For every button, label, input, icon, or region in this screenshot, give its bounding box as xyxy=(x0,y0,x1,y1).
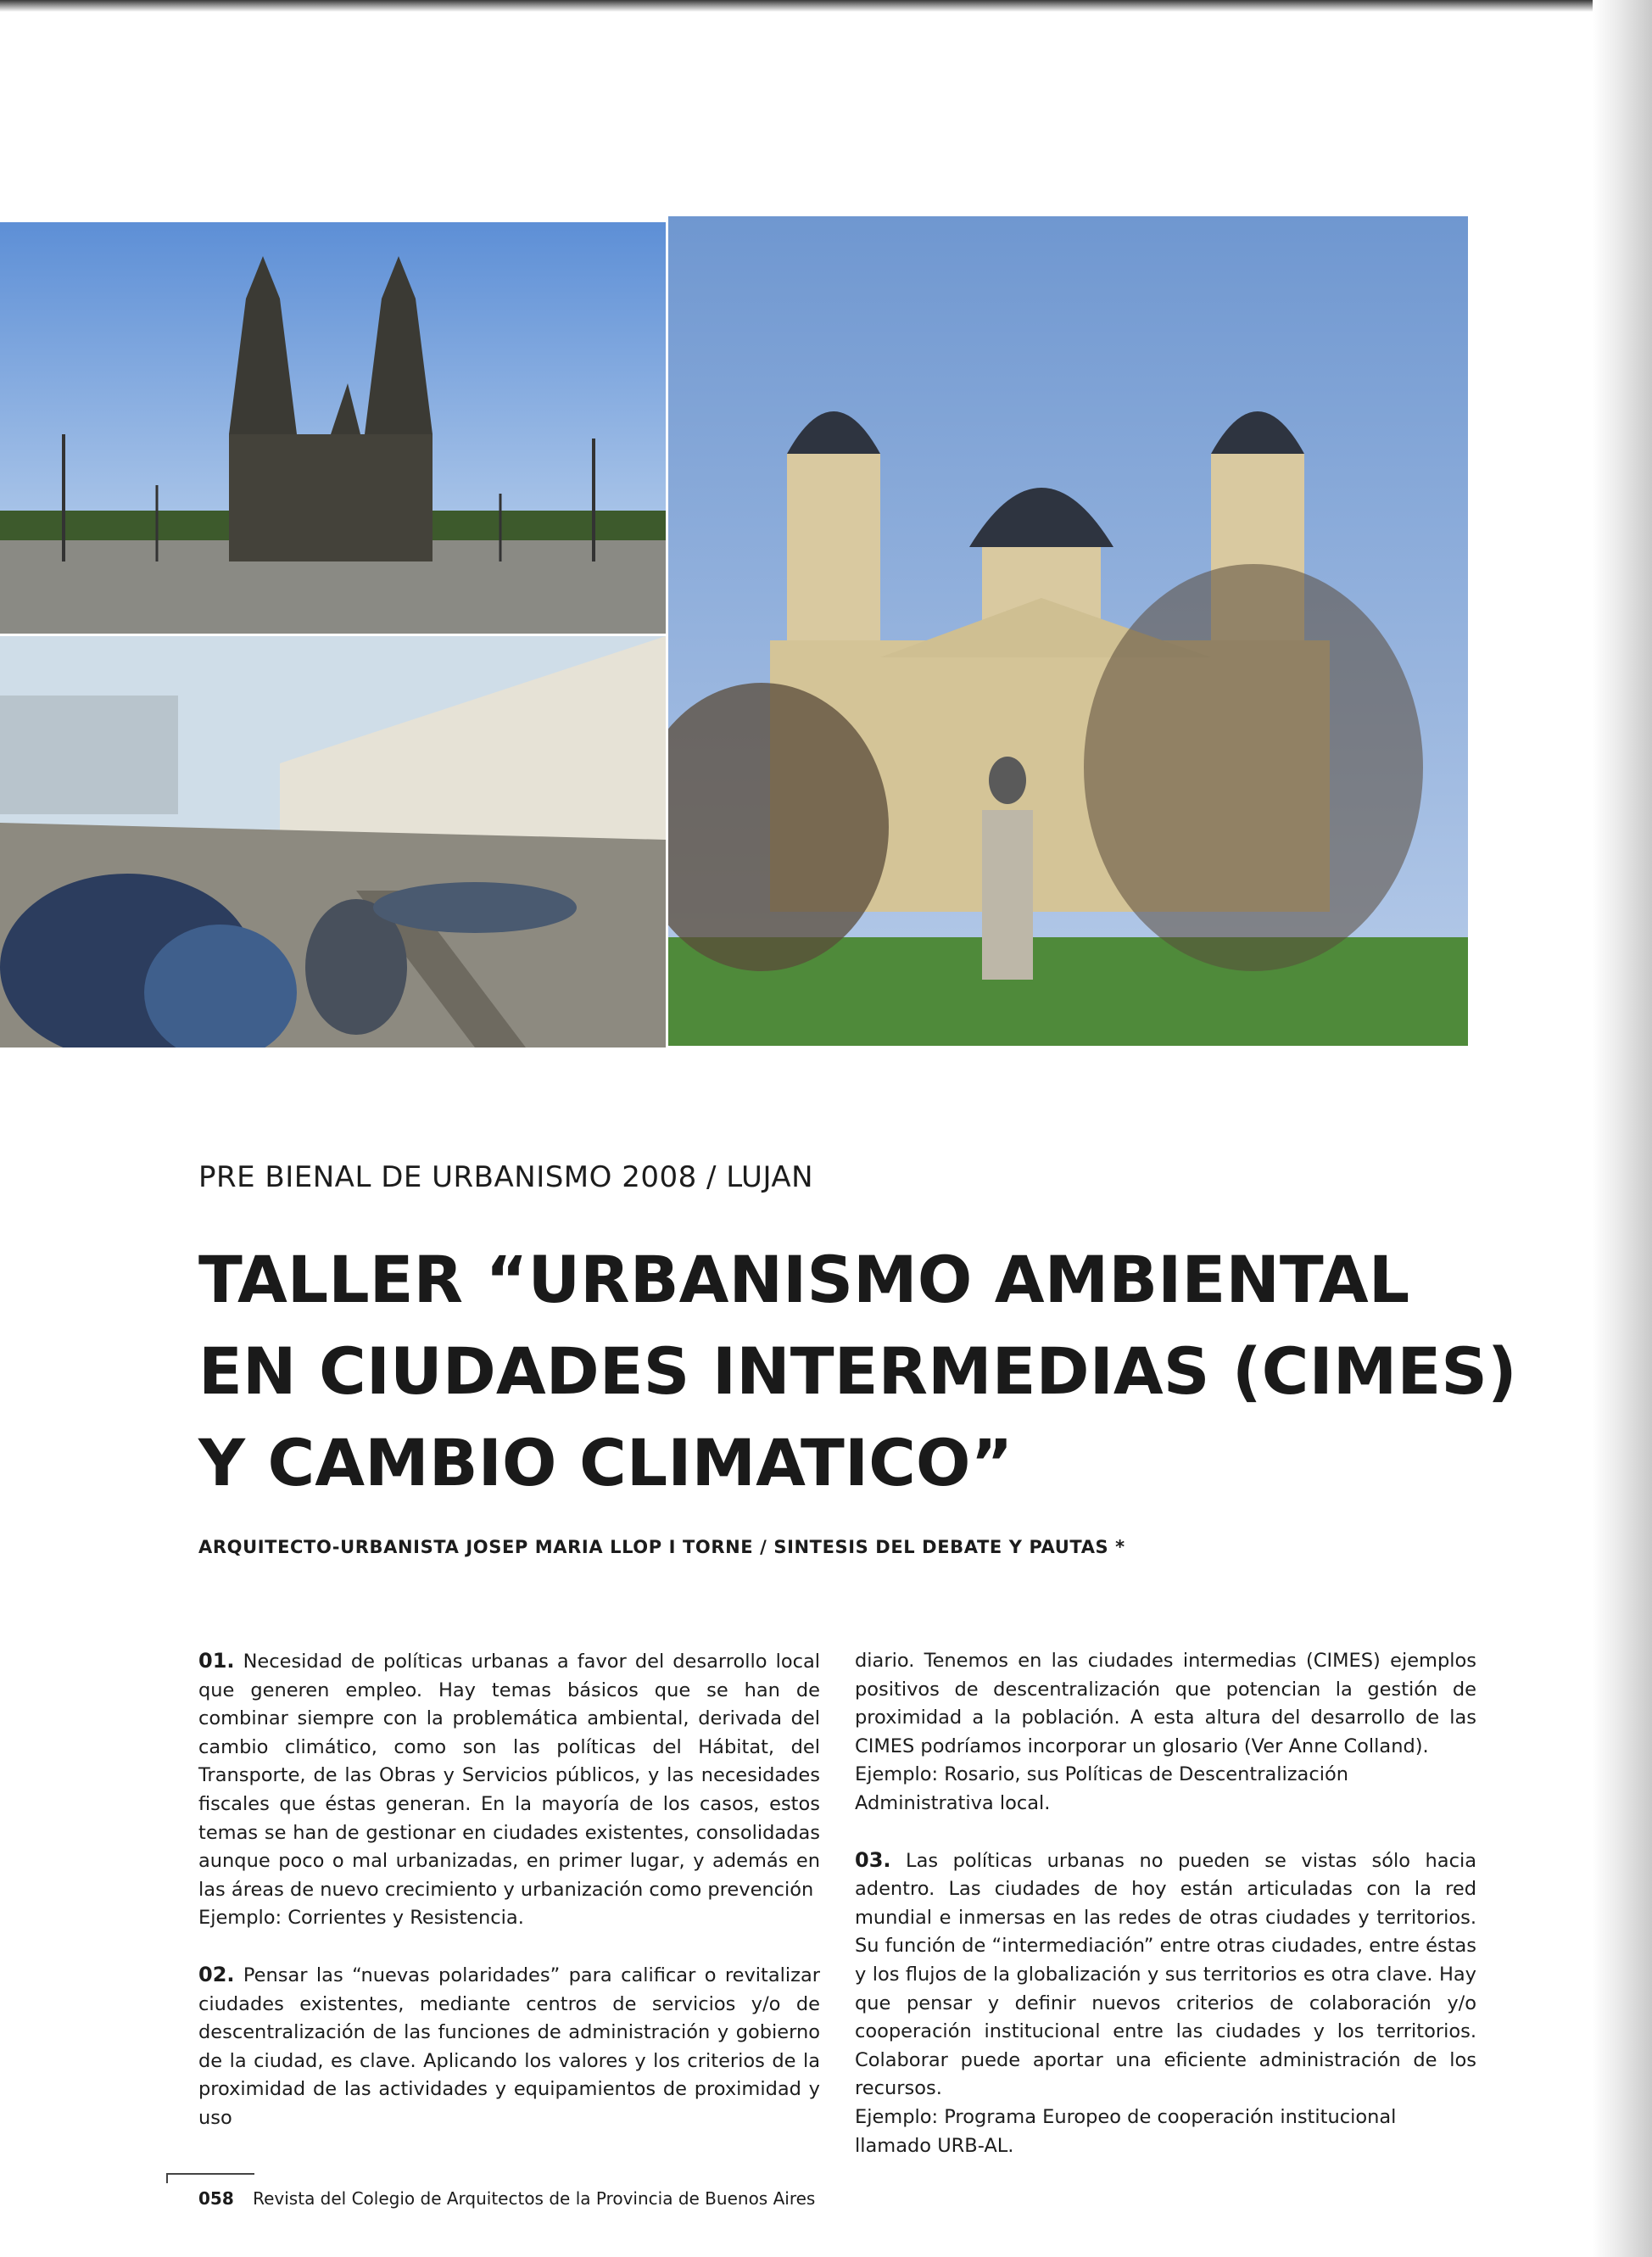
title-line: Y CAMBIO CLIMATICO” xyxy=(198,1425,1013,1500)
paragraph-01 xyxy=(198,1647,820,1933)
page-footer xyxy=(198,2188,815,2209)
photo-train-station xyxy=(0,636,666,1047)
paragraph-text: Pensar las “nuevas polaridades” para calificar o revitalizar ciudades existentes, mediante centros de servicios y/o de descentralización de las funciones de administración y gobierno de la ciudad, es clave. Aplicando los valores y los criterios de la proximidad de las actividades y equipamientos de proximidad y uso xyxy=(198,1964,820,2129)
body-column-left xyxy=(198,1647,820,2161)
publication-name: Revista del Colegio de Arquitectos de la Provincia de Buenos Aires xyxy=(253,2188,816,2209)
photo-basilica xyxy=(668,216,1468,1046)
paragraph-02 xyxy=(198,1961,820,2133)
footer-rule-tick xyxy=(166,2173,168,2183)
page-top-shadow xyxy=(0,0,1652,12)
paragraph-03 xyxy=(855,1846,1476,2161)
paragraph-text-continued: diario. Tenemos en las ciudades intermedias (CIMES) ejemplos positivos de descentralización que potencian la gestión de proximidad a la población. A esta altura del desarrollo de las CIMES podríamos incorporar un glosario (Ver Anne Colland). xyxy=(855,1650,1476,1757)
paragraph-example: Ejemplo: Corrientes y Resistencia. xyxy=(198,1907,524,1930)
paragraph-02-continued xyxy=(855,1647,1476,1818)
paragraph-text: Las políticas urbanas no pueden se vistas sólo hacia adentro. Las ciudades de hoy están articuladas con la red mundial e inmersas en las redes de otras ciudades y territorios. Su función de “intermediación” entre otras ciudades, entre éstas y los flujos de la globalización y sus territorios es otra clave. Hay que pensar y definir nuevos criterios de colaboración y/o cooperación institucional entre las ciudades y los territorios. Colaborar puede aportar una eficiente administración de los recursos. xyxy=(855,1849,1476,2100)
gothic-cathedral-image xyxy=(0,222,666,634)
paragraph-text: Necesidad de políticas urbanas a favor del desarrollo local que generen empleo. Hay temas básicos que se han de combinar siempre con la problemática ambiental, derivada del cambio climático, como son las políticas del Hábitat, del Transporte, de las Obras y Servicios públicos, y las necesidades fiscales que éstas generan. En la mayoría de los casos, estos temas se han de gestionar en ciudades existentes, consolidadas aunque poco o mal urbanizadas, en primer lugar, y además en las áreas de nuevo crecimiento y urbanización como prevención xyxy=(198,1651,820,1901)
author-byline: ARQUITECTO-URBANISTA JOSEP MARIA LLOP I TORNE / SINTESIS DEL DEBATE Y PAUTAS * xyxy=(198,1537,1125,1557)
section-kicker: PRE BIENAL DE URBANISMO 2008 / LUJAN xyxy=(198,1160,814,1194)
footer-rule xyxy=(166,2173,254,2175)
article-title xyxy=(198,1234,1517,1509)
title-line: EN CIUDADES INTERMEDIAS (CIMES) xyxy=(198,1333,1517,1409)
paragraph-number: 01. xyxy=(198,1649,235,1673)
basilica-image xyxy=(668,216,1468,1046)
title-line: TALLER “URBANISMO AMBIENTAL xyxy=(198,1242,1410,1317)
photo-gothic-cathedral xyxy=(0,222,666,634)
train-station-image xyxy=(0,636,666,1047)
paragraph-example: Ejemplo: Programa Europeo de cooperación institucional llamado URB-AL. xyxy=(855,2105,1397,2157)
paragraph-number: 03. xyxy=(855,1847,891,1872)
paragraph-number: 02. xyxy=(198,1962,235,1986)
page-gutter-shadow xyxy=(1593,0,1652,2257)
body-column-right xyxy=(855,1647,1476,2188)
page-number: 058 xyxy=(198,2188,234,2209)
paragraph-example: Ejemplo: Rosario, sus Políticas de Descentralización Administrativa local. xyxy=(855,1763,1348,1814)
